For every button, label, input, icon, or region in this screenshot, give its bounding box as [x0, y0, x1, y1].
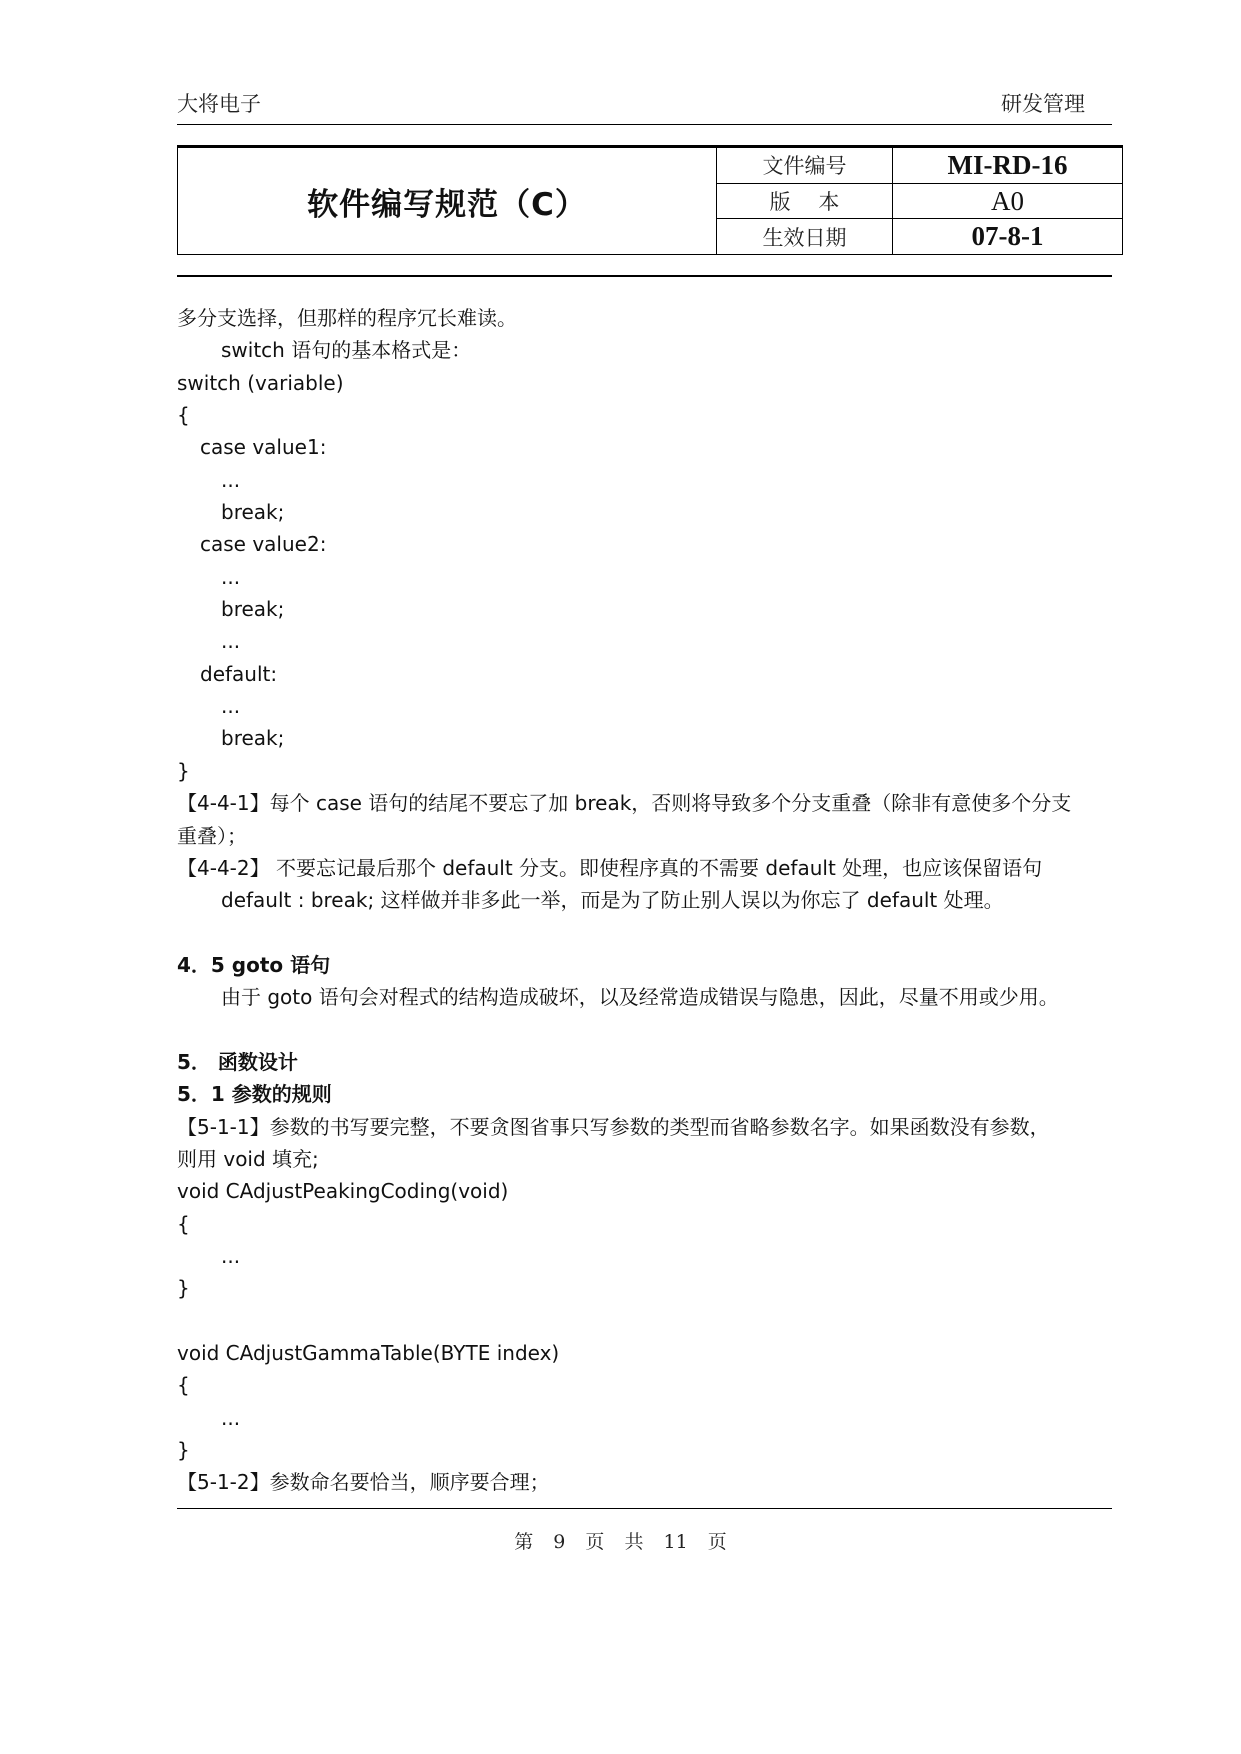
- code-line: void CAdjustPeakingCoding(void): [177, 1179, 509, 1204]
- paragraph-line: 则用 void 填充;: [177, 1146, 319, 1171]
- header-company: 大将电子: [177, 92, 261, 116]
- code-line: break;: [221, 500, 285, 525]
- paragraph-line: switch 语句的基本格式是：: [221, 338, 472, 363]
- code-line: ...: [221, 1405, 241, 1430]
- blank-line: [177, 1305, 1122, 1337]
- rule-tag: 【5-1-1】: [177, 1114, 270, 1139]
- file-number-value: MI-RD-16: [893, 147, 1123, 184]
- code-line: }: [177, 1276, 190, 1301]
- rule-4-4-2: [177, 852, 1122, 884]
- version-label: 版 本: [717, 183, 893, 219]
- rule-text: 每个 case 语句的结尾不要忘了加 break，否则将导致多个分支重叠（除非有意使多个分支: [269, 791, 1072, 816]
- rule-text: 不要忘记最后那个 default 分支。即使程序真的不需要 default 处理，也应该保留语句: [269, 855, 1043, 880]
- blank-line: [177, 1014, 1122, 1046]
- code-line: default:: [200, 661, 278, 686]
- effective-date-value: 07-8-1: [893, 219, 1123, 255]
- paragraph-line: 重叠）；: [177, 823, 247, 848]
- rule-tag: 【5-1-2】: [177, 1470, 270, 1495]
- rule-5-1-1: [177, 1111, 1122, 1143]
- code-line: case value1:: [200, 435, 327, 460]
- code-line: break;: [221, 726, 285, 751]
- page-number-footer: 第 9 页 共 11 页: [514, 1531, 727, 1553]
- header-rule: [177, 124, 1112, 125]
- rule-tag: 【4-4-1】: [177, 791, 270, 816]
- table-bottom-rule: [177, 275, 1112, 277]
- code-line: }: [177, 1438, 190, 1463]
- code-line: ...: [221, 564, 241, 589]
- code-line: ...: [221, 467, 241, 492]
- blank-line: [177, 917, 1122, 949]
- rule-5-1-2: [177, 1466, 1122, 1498]
- code-line: {: [177, 1211, 190, 1236]
- code-line: ...: [221, 694, 241, 719]
- rule-text: 参数的书写要完整，不要贪图省事只写参数的类型而省略参数名字。如果函数没有参数，: [269, 1114, 1050, 1139]
- section-heading-5: 5． 函数设计: [177, 1049, 298, 1074]
- paragraph-line: default : break; 这样做并非多此一举，而是为了防止别人误以为你忘了 default 处理。: [221, 888, 1004, 913]
- footer-rule: [177, 1508, 1112, 1509]
- code-line: {: [177, 1373, 190, 1398]
- effective-date-label: 生效日期: [717, 219, 893, 255]
- code-line: break;: [221, 597, 285, 622]
- code-line: case value2:: [200, 532, 327, 557]
- code-line: ...: [221, 629, 241, 654]
- code-line: }: [177, 758, 190, 783]
- section-heading-5-1: 5．1 参数的规则: [177, 1082, 332, 1107]
- version-value: A0: [893, 183, 1123, 219]
- code-line: ...: [221, 1243, 241, 1268]
- code-line: void CAdjustGammaTable(BYTE index): [177, 1341, 560, 1365]
- paragraph-line: 多分支选择，但那样的程序冗长难读。: [177, 306, 517, 330]
- section-heading-4-5: 4．5 goto 语句: [177, 952, 331, 977]
- document-title: 软件编写规范（C）: [178, 147, 717, 255]
- paragraph-line: 由于 goto 语句会对程式的结构造成破坏，以及经常造成错误与隐患，因此，尽量不用或少用。: [221, 985, 1059, 1010]
- code-line: switch (variable): [177, 370, 344, 395]
- rule-4-4-1: [177, 787, 1122, 819]
- document-info-table: [177, 145, 1123, 255]
- document-body: [177, 302, 1122, 1499]
- rule-text: 参数命名要恰当，顺序要合理；: [269, 1470, 550, 1495]
- file-number-label: 文件编号: [717, 147, 893, 184]
- rule-tag: 【4-4-2】: [177, 855, 270, 880]
- header-department: 研发管理: [1001, 92, 1085, 116]
- code-line: {: [177, 403, 190, 428]
